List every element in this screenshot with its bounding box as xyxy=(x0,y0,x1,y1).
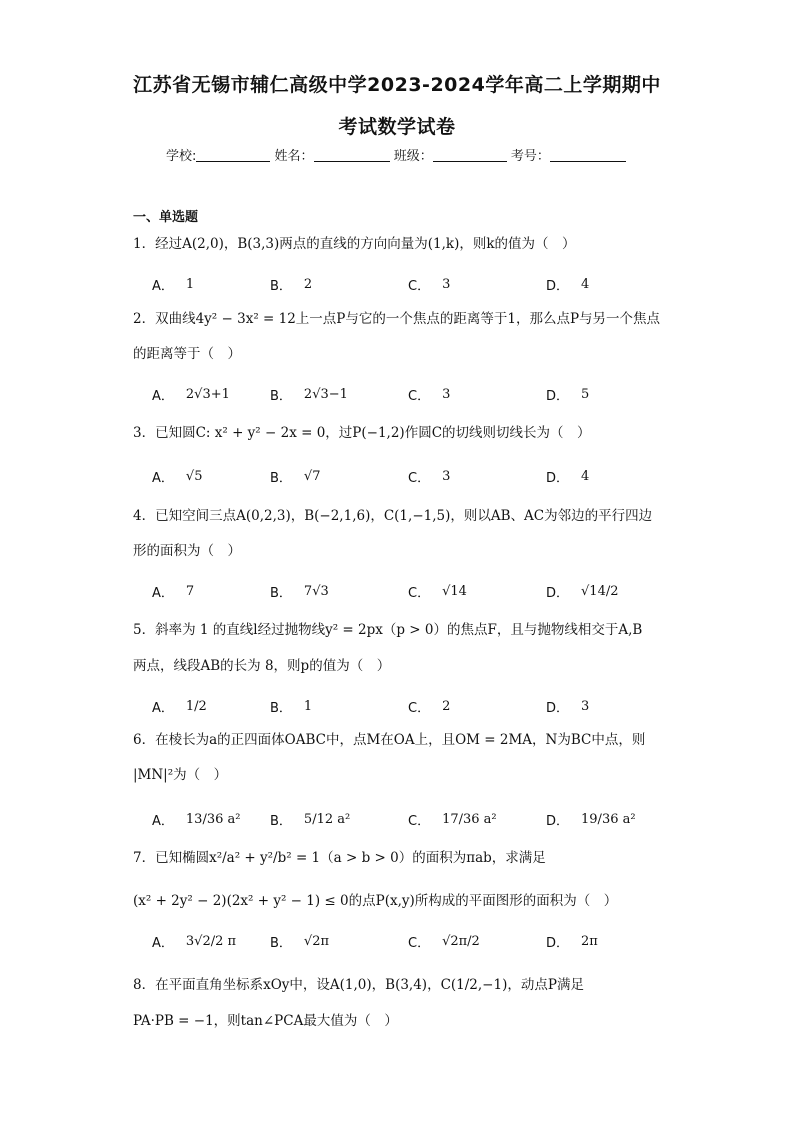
question-2-option-C[interactable] xyxy=(408,374,450,414)
option-value: 3 xyxy=(442,386,451,402)
question-6-option-D[interactable] xyxy=(546,799,636,839)
option-value: 2 xyxy=(442,698,451,714)
question-2-option-B[interactable] xyxy=(270,374,348,414)
question-3-option-B[interactable] xyxy=(270,456,320,496)
option-value: 13/36 a² xyxy=(185,811,241,827)
question-2-options xyxy=(152,374,652,414)
question-3-option-C[interactable] xyxy=(408,456,450,496)
option-value: 2π xyxy=(581,933,598,949)
option-value: 7 xyxy=(185,583,195,599)
option-letter: A． xyxy=(152,935,174,951)
question-8-stem-line-1: 8．在平面直角坐标系xOy中，设A(1,0)，B(3,4)，C(1/2,−1)，动点P满足 xyxy=(133,977,584,993)
question-4-option-D[interactable] xyxy=(546,571,619,611)
option-value: √14 xyxy=(442,583,467,599)
option-letter: D． xyxy=(546,470,570,486)
question-8-stem-line-2: PA·PB = −1，则tan∠PCA最大值为（ ） xyxy=(133,1013,398,1029)
question-3-option-A[interactable] xyxy=(152,456,202,496)
school-blank[interactable] xyxy=(196,149,270,162)
question-1-options xyxy=(152,264,652,304)
option-value: 3 xyxy=(442,468,451,484)
option-value: 2√3−1 xyxy=(303,386,348,402)
option-letter: C． xyxy=(408,700,431,716)
question-4-option-B[interactable] xyxy=(270,571,329,611)
option-letter: C． xyxy=(408,813,431,829)
question-4-stem-line-1: 4．已知空间三点A(0,2,3)，B(−2,1,6)，C(1,−1,5)，则以AB、AC为邻边的平行四边 xyxy=(133,508,653,524)
option-value: 3√2/2 π xyxy=(185,933,237,949)
question-6-options xyxy=(152,799,652,839)
option-letter: C． xyxy=(408,470,431,486)
question-1-stem-line-1: 1．经过A(2,0)，B(3,3)两点的直线的方向向量为(1,k)，则k的值为（ ） xyxy=(133,236,576,252)
option-letter: B． xyxy=(270,700,292,716)
option-value: 3 xyxy=(581,698,590,714)
question-7-option-C[interactable] xyxy=(408,921,480,961)
question-6-stem-line-1: 6．在棱长为a的正四面体OABC中，点M在OA上，且OM = 2MA，N为BC中点，则 xyxy=(133,732,646,748)
question-4-options xyxy=(152,571,652,611)
question-3-option-D[interactable] xyxy=(546,456,589,496)
option-value: 4 xyxy=(581,468,590,484)
question-5-option-B[interactable] xyxy=(270,686,312,726)
option-letter: D． xyxy=(546,813,570,829)
option-letter: D． xyxy=(546,700,570,716)
option-letter: A． xyxy=(152,278,174,294)
option-letter: B． xyxy=(270,388,292,404)
option-letter: C． xyxy=(408,585,431,601)
option-value: 5/12 a² xyxy=(303,811,351,827)
option-value: 2 xyxy=(303,276,313,292)
option-value: √2π/2 xyxy=(442,933,480,949)
question-4-stem-line-2: 形的面积为（ ） xyxy=(133,543,241,559)
exam-title-line2: 考试数学试卷 xyxy=(338,116,456,138)
option-letter: B． xyxy=(270,278,292,294)
option-value: √7 xyxy=(303,468,321,484)
question-2-option-A[interactable] xyxy=(152,374,230,414)
question-7-stem-line-1: 7．已知椭圆x²/a² + y²/b² = 1（a > b > 0）的面积为πab，求满足 xyxy=(133,850,546,866)
question-4-option-A[interactable] xyxy=(152,571,194,611)
option-letter: D． xyxy=(546,388,570,404)
question-1-option-A[interactable] xyxy=(152,264,194,304)
option-letter: D． xyxy=(546,278,570,294)
option-letter: A． xyxy=(152,700,174,716)
option-value: 4 xyxy=(581,276,590,292)
question-5-option-A[interactable] xyxy=(152,686,207,726)
question-1-option-D[interactable] xyxy=(546,264,589,304)
question-6-option-A[interactable] xyxy=(152,799,240,839)
question-6-option-B[interactable] xyxy=(270,799,350,839)
option-letter: B． xyxy=(270,470,292,486)
question-2-stem-line-2: 的距离等于（ ） xyxy=(133,346,241,362)
option-letter: B． xyxy=(270,585,292,601)
question-3-options xyxy=(152,456,652,496)
question-2-option-D[interactable] xyxy=(546,374,589,414)
question-7-option-D[interactable] xyxy=(546,921,598,961)
option-value: 3 xyxy=(442,276,451,292)
section-heading: 一、单选题 xyxy=(133,210,199,225)
question-5-stem-line-2: 两点，线段AB的长为 8，则p的值为（ ） xyxy=(133,658,391,674)
question-7-option-B[interactable] xyxy=(270,921,329,961)
option-letter: A． xyxy=(152,585,174,601)
question-5-option-D[interactable] xyxy=(546,686,589,726)
option-letter: C． xyxy=(408,388,431,404)
question-3-stem-line-1: 3．已知圆C: x² + y² − 2x = 0，过P(−1,2)作圆C的切线则切线长为（ ） xyxy=(133,425,591,441)
question-1-option-C[interactable] xyxy=(408,264,450,304)
option-value: √14/2 xyxy=(581,583,619,599)
option-value: 1 xyxy=(303,698,313,714)
option-letter: D． xyxy=(546,935,570,951)
option-value: 7√3 xyxy=(303,583,329,599)
option-value: 2√3+1 xyxy=(185,386,230,402)
option-letter: C． xyxy=(408,935,431,951)
number-blank[interactable] xyxy=(550,149,626,162)
option-letter: A． xyxy=(152,470,174,486)
question-2-stem-line-1: 2．双曲线4y² − 3x² = 12上一点P与它的一个焦点的距离等于1，那么点P与另一个焦点 xyxy=(133,311,661,327)
question-1-option-B[interactable] xyxy=(270,264,312,304)
school-label: 学校: xyxy=(166,149,197,164)
option-value: √2π xyxy=(303,933,330,949)
option-value: 1 xyxy=(185,276,195,292)
question-6-stem-line-2: |MN|²为（ ） xyxy=(133,767,228,783)
question-7-stem-line-2: (x² + 2y² − 2)(2x² + y² − 1) ≤ 0的点P(x,y)所构成的平面图形的面积为（ ） xyxy=(133,893,618,909)
question-6-option-C[interactable] xyxy=(408,799,497,839)
option-value: √5 xyxy=(185,468,203,484)
question-5-stem-line-1: 5．斜率为 1 的直线l经过抛物线y² = 2px（p > 0）的焦点F，且与抛物线相交于A,B xyxy=(133,622,643,638)
question-5-options xyxy=(152,686,652,726)
number-label: 考号： xyxy=(510,149,550,164)
student-info-row xyxy=(166,145,626,164)
name-blank[interactable] xyxy=(314,149,390,162)
class-blank[interactable] xyxy=(433,149,507,162)
option-value: 1/2 xyxy=(185,698,207,714)
question-7-option-A[interactable] xyxy=(152,921,236,961)
option-letter: A． xyxy=(152,813,174,829)
name-label: 姓名： xyxy=(274,149,314,164)
option-letter: B． xyxy=(270,813,292,829)
question-5-option-C[interactable] xyxy=(408,686,450,726)
option-letter: D． xyxy=(546,585,570,601)
option-letter: B． xyxy=(270,935,292,951)
option-letter: A． xyxy=(152,388,174,404)
option-value: 17/36 a² xyxy=(442,811,497,827)
question-7-options xyxy=(152,921,652,961)
question-4-option-C[interactable] xyxy=(408,571,467,611)
option-letter: C． xyxy=(408,278,431,294)
exam-title-line1: 江苏省无锡市辅仁高级中学2023-2024学年高二上学期期中 xyxy=(133,74,661,96)
option-value: 19/36 a² xyxy=(581,811,636,827)
class-label: 班级： xyxy=(393,149,433,164)
option-value: 5 xyxy=(581,386,590,402)
